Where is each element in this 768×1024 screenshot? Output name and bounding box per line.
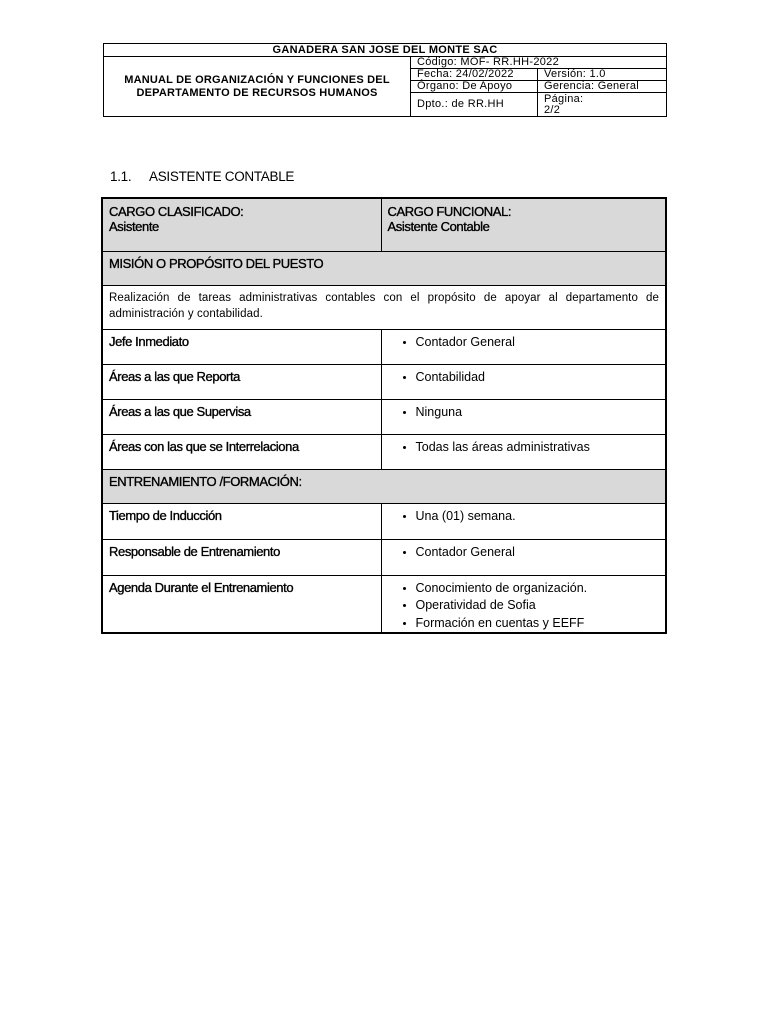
cargo-clasificado-value: Asistente bbox=[109, 219, 159, 234]
doc-code: Código: MOF- RR.HH-2022 bbox=[411, 57, 667, 69]
company-name: GANADERA SAN JOSE DEL MONTE SAC bbox=[104, 44, 667, 57]
table-row bbox=[102, 539, 666, 575]
row-label-areas-supervisa: Áreas a las que Supervisa bbox=[102, 399, 381, 434]
list-item: • Ninguna bbox=[416, 404, 660, 422]
row-label-responsable-entrenamiento: Responsable de Entrenamiento bbox=[102, 539, 381, 575]
row-value-jefe-inmediato bbox=[381, 329, 666, 364]
list-item: • Todas las áreas administrativas bbox=[416, 439, 660, 457]
row-label-jefe-inmediato: Jefe Inmediato bbox=[102, 329, 381, 364]
row-value-areas-interrelaciona bbox=[381, 434, 666, 469]
table-row bbox=[102, 364, 666, 399]
doc-organ: Órgano: De Apoyo bbox=[411, 81, 538, 93]
list-item: • Conocimiento de organización. bbox=[416, 580, 660, 598]
section-title: ASISTENTE CONTABLE bbox=[149, 169, 295, 184]
manual-title bbox=[104, 57, 411, 117]
cargo-funcional-value: Asistente Contable bbox=[387, 219, 490, 234]
section-number: 1.1. bbox=[110, 169, 132, 184]
doc-date: Fecha: 24/02/2022 bbox=[411, 69, 538, 81]
list-item: • Formación en cuentas y EEFF bbox=[416, 615, 660, 633]
list-item: • Una (01) semana. bbox=[416, 508, 660, 526]
row-value-responsable-entrenamiento bbox=[381, 539, 666, 575]
list-item: • Contador General bbox=[416, 544, 660, 562]
manual-title-line2: DEPARTAMENTO DE RECURSOS HUMANOS bbox=[136, 86, 378, 99]
list-item: • Contabilidad bbox=[416, 369, 660, 387]
row-label-areas-reporta: Áreas a las que Reporta bbox=[102, 364, 381, 399]
cargo-funcional-label: CARGO FUNCIONAL: bbox=[387, 204, 512, 219]
cargo-clasificado-cell bbox=[102, 198, 381, 251]
mision-header: MISIÓN O PROPÓSITO DEL PUESTO bbox=[102, 251, 666, 285]
cargo-funcional-cell bbox=[381, 198, 666, 251]
row-value-areas-supervisa bbox=[381, 399, 666, 434]
list-item: • Operatividad de Sofia bbox=[416, 597, 660, 615]
doc-management: Gerencia: General bbox=[538, 81, 667, 93]
entrenamiento-header: ENTRENAMIENTO /FORMACIÓN: bbox=[102, 469, 666, 503]
mision-text: Realización de tareas administrativas contables con el propósito de apoyar al departamento de administración y contabilidad. bbox=[102, 285, 666, 329]
job-profile-table bbox=[101, 197, 667, 634]
list-item: • Contador General bbox=[416, 334, 660, 352]
row-value-agenda-entrenamiento bbox=[381, 575, 666, 633]
table-row bbox=[102, 399, 666, 434]
doc-page-value: 2/2 bbox=[544, 104, 561, 116]
table-row bbox=[102, 434, 666, 469]
row-value-tiempo-induccion bbox=[381, 503, 666, 539]
section-heading bbox=[110, 169, 294, 184]
doc-page-label: Página: bbox=[544, 93, 584, 105]
manual-title-line1: MANUAL DE ORGANIZACIÓN Y FUNCIONES DEL bbox=[124, 73, 390, 86]
table-row bbox=[102, 329, 666, 364]
row-label-agenda-entrenamiento: Agenda Durante el Entrenamiento bbox=[102, 575, 381, 633]
doc-page bbox=[538, 93, 667, 117]
row-label-areas-interrelaciona: Áreas con las que se Interrelaciona bbox=[102, 434, 381, 469]
cargo-clasificado-label: CARGO CLASIFICADO: bbox=[109, 204, 244, 219]
table-row bbox=[102, 575, 666, 633]
doc-department: Dpto.: de RR.HH bbox=[411, 93, 538, 117]
row-label-tiempo-induccion: Tiempo de Inducción bbox=[102, 503, 381, 539]
table-row bbox=[102, 503, 666, 539]
doc-version: Versión: 1.0 bbox=[538, 69, 667, 81]
row-value-areas-reporta bbox=[381, 364, 666, 399]
document-header bbox=[103, 43, 667, 117]
